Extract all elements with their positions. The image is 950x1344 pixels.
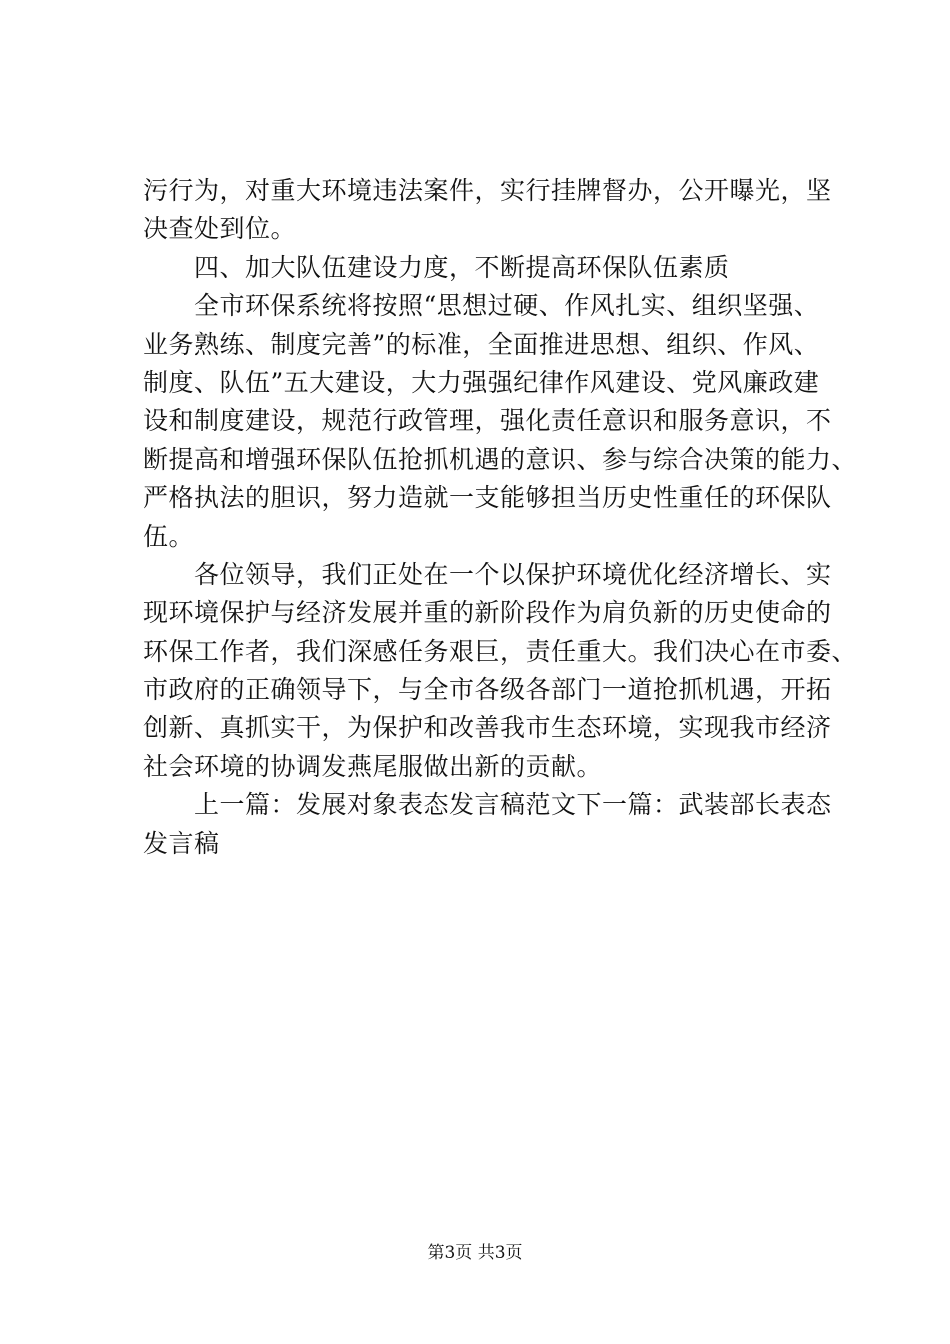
text-line: 现环境保护与经济发展并重的新阶段作为肩负新的历史使命的 [143, 598, 832, 628]
text-line: 业务熟练、制度完善”的标准，全面推进思想、组织、作风、 [143, 329, 820, 359]
text-line: 决查处到位。 [143, 214, 297, 244]
text-line: 全市环保系统将按照“思想过硬、作风扎实、组织坚强、 [143, 291, 820, 321]
page-number-footer: 第3页 共3页 [427, 1243, 523, 1263]
prev-next-links-continued[interactable]: 发言稿 [143, 828, 220, 858]
text-line: 断提高和增强环保队伍抢抓机遇的意识、参与综合决策的能力、 [143, 444, 858, 474]
text-line: 制度、队伍”五大建设，大力强强纪律作风建设、党风廉政建 [143, 367, 820, 397]
text-line: 各位领导，我们正处在一个以保护环境优化经济增长、实 [143, 559, 832, 589]
prev-next-links[interactable]: 上一篇：发展对象表态发言稿范文下一篇：武装部长表态 [143, 790, 832, 820]
section-heading: 四、加大队伍建设力度，不断提高环保队伍素质 [143, 252, 730, 282]
text-line: 伍。 [143, 521, 195, 551]
document-body [143, 172, 858, 863]
text-line: 污行为，对重大环境违法案件，实行挂牌督办，公开曝光，坚 [143, 176, 832, 205]
text-line: 市政府的正确领导下，与全市各级各部门一道抢抓机遇，开拓 [143, 675, 832, 705]
text-line: 社会环境的协调发燕尾服做出新的贡献。 [143, 751, 603, 781]
text-line: 设和制度建设，规范行政管理，强化责任意识和服务意识，不 [143, 406, 832, 436]
text-line: 环保工作者，我们深感任务艰巨，责任重大。我们决心在市委、 [143, 636, 858, 666]
text-line: 严格执法的胆识，努力造就一支能够担当历史性重任的环保队 [143, 483, 832, 513]
text-line: 创新、真抓实干，为保护和改善我市生态环境，实现我市经济 [143, 713, 832, 743]
